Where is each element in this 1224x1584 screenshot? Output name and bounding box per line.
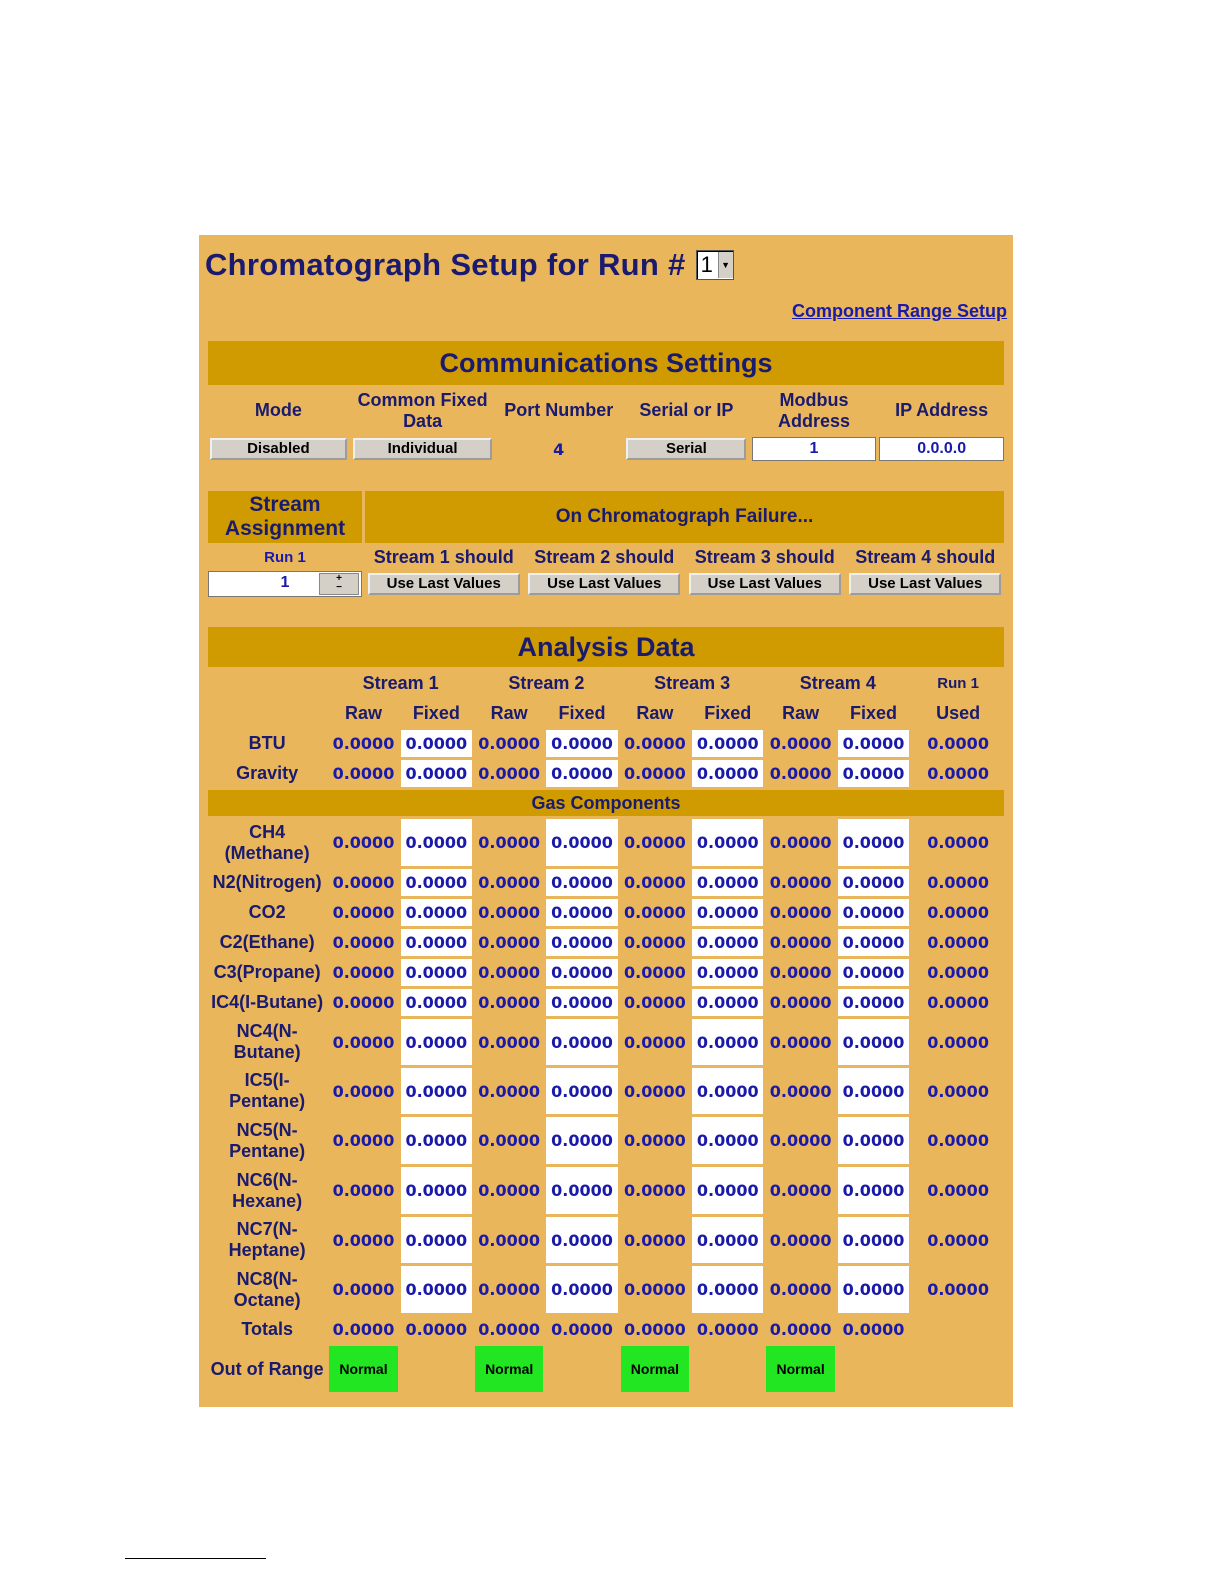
raw-value: 0.0000 [329, 929, 397, 956]
serial-or-ip-button[interactable]: Serial [626, 438, 746, 460]
raw-value: 0.0000 [766, 899, 834, 926]
range-status-badge: Normal [766, 1346, 834, 1392]
used-value: 0.0000 [912, 730, 1004, 757]
raw-value: 0.0000 [329, 1117, 397, 1164]
gas-components-heading: Gas Components [208, 790, 1004, 816]
raw-value: 0.0000 [621, 929, 689, 956]
total-value: 0.0000 [766, 1316, 834, 1343]
stream-2-should-label: Stream 2 should [526, 546, 684, 568]
fixed-value-input[interactable]: 0.0000 [546, 869, 617, 896]
comm-header-common-fixed: Common Fixed Data [352, 388, 494, 433]
used-value: 0.0000 [912, 869, 1004, 896]
fixed-value-input[interactable]: 0.0000 [692, 959, 763, 986]
raw-value: 0.0000 [621, 1217, 689, 1263]
component-label: IC5(I-Pentane) [208, 1068, 326, 1114]
stream-2-failure-button[interactable]: Use Last Values [528, 573, 680, 595]
raw-value: 0.0000 [475, 869, 543, 896]
fixed-value-input[interactable]: 0.0000 [692, 730, 763, 757]
table-row [208, 730, 1004, 757]
raw-value: 0.0000 [766, 1167, 834, 1214]
fixed-value-input[interactable]: 0.0000 [401, 959, 472, 986]
raw-value: 0.0000 [621, 760, 689, 787]
analysis-heading: Analysis Data [208, 627, 1004, 667]
raw-value: 0.0000 [475, 760, 543, 787]
raw-value: 0.0000 [766, 869, 834, 896]
fixed-value-input[interactable]: 0.0000 [838, 730, 909, 757]
raw-value: 0.0000 [329, 899, 397, 926]
raw-value: 0.0000 [475, 730, 543, 757]
fixed-value-input[interactable]: 0.0000 [692, 899, 763, 926]
fixed-column-header: Fixed [401, 700, 472, 727]
raw-value: 0.0000 [766, 1117, 834, 1164]
fixed-value-input[interactable]: 0.0000 [838, 760, 909, 787]
fixed-value-input[interactable]: 0.0000 [401, 1167, 472, 1214]
total-value: 0.0000 [401, 1316, 472, 1343]
run-select[interactable] [696, 250, 734, 280]
raw-value: 0.0000 [766, 959, 834, 986]
stepper-plus-minus-icon[interactable]: + − [319, 573, 359, 595]
table-row [208, 959, 1004, 986]
btu-label: BTU [208, 730, 326, 757]
fixed-column-header: Fixed [838, 700, 909, 727]
component-label: NC8(N-Octane) [208, 1266, 326, 1313]
fixed-value-input[interactable]: 0.0000 [546, 1117, 617, 1164]
table-row [208, 869, 1004, 896]
fixed-value-input[interactable]: 0.0000 [401, 899, 472, 926]
fixed-value-input[interactable]: 0.0000 [401, 1266, 472, 1313]
fixed-value-input[interactable]: 0.0000 [838, 1019, 909, 1065]
used-value: 0.0000 [912, 1266, 1004, 1313]
page-title: Chromatograph Setup for Run # [205, 247, 686, 282]
totals-label: Totals [208, 1316, 326, 1343]
port-number-value: 4 [496, 436, 621, 462]
used-value: 0.0000 [912, 1217, 1004, 1263]
raw-value: 0.0000 [475, 1167, 543, 1214]
fixed-value-input[interactable]: 0.0000 [692, 869, 763, 896]
used-value: 0.0000 [912, 1167, 1004, 1214]
raw-value: 0.0000 [766, 1217, 834, 1263]
table-row [208, 1167, 1004, 1214]
total-value: 0.0000 [475, 1316, 543, 1343]
raw-value: 0.0000 [621, 730, 689, 757]
run-1-label: Run 1 [208, 546, 362, 568]
comm-header-port: Port Number [496, 388, 621, 433]
fixed-value-input[interactable]: 0.0000 [838, 1167, 909, 1214]
table-row [208, 989, 1004, 1016]
raw-value: 0.0000 [621, 1266, 689, 1313]
raw-value: 0.0000 [475, 819, 543, 866]
total-value: 0.0000 [621, 1316, 689, 1343]
gravity-label: Gravity [208, 760, 326, 787]
fixed-column-header: Fixed [692, 700, 763, 727]
raw-value: 0.0000 [475, 989, 543, 1016]
fixed-value-input[interactable]: 0.0000 [401, 730, 472, 757]
stream-4-failure-button[interactable]: Use Last Values [849, 573, 1001, 595]
fixed-value-input[interactable]: 0.0000 [546, 1167, 617, 1214]
component-label: N2(Nitrogen) [208, 869, 326, 896]
raw-value: 0.0000 [475, 929, 543, 956]
run-select-value: 1 [700, 252, 713, 277]
total-value: 0.0000 [329, 1316, 397, 1343]
range-status-badge: Normal [329, 1346, 397, 1392]
raw-value: 0.0000 [621, 989, 689, 1016]
stream-3-failure-button[interactable]: Use Last Values [689, 573, 841, 595]
fixed-value-input[interactable]: 0.0000 [838, 819, 909, 866]
raw-column-header: Raw [475, 700, 543, 727]
fixed-value-input[interactable]: 0.0000 [838, 1068, 909, 1114]
raw-value: 0.0000 [329, 1068, 397, 1114]
raw-value: 0.0000 [329, 1167, 397, 1214]
raw-value: 0.0000 [475, 1217, 543, 1263]
raw-column-header: Raw [766, 700, 834, 727]
mode-button[interactable]: Disabled [210, 438, 347, 460]
raw-value: 0.0000 [621, 869, 689, 896]
table-row [208, 1019, 1004, 1065]
raw-value: 0.0000 [766, 1266, 834, 1313]
footnote-rule [125, 1558, 266, 1559]
used-value: 0.0000 [912, 819, 1004, 866]
used-value: 0.0000 [912, 989, 1004, 1016]
fixed-value-input[interactable]: 0.0000 [692, 929, 763, 956]
raw-value: 0.0000 [475, 899, 543, 926]
fixed-value-input[interactable]: 0.0000 [401, 819, 472, 866]
fixed-value-input[interactable]: 0.0000 [692, 1019, 763, 1065]
raw-value: 0.0000 [621, 819, 689, 866]
modbus-address-field[interactable]: 1 [752, 437, 877, 461]
fixed-value-input[interactable]: 0.0000 [546, 819, 617, 866]
fixed-value-input[interactable]: 0.0000 [838, 1117, 909, 1164]
component-label: C2(Ethane) [208, 929, 326, 956]
fixed-value-input[interactable]: 0.0000 [401, 1117, 472, 1164]
title-row [205, 245, 734, 285]
run-1-header: Run 1 [912, 670, 1004, 697]
raw-value: 0.0000 [329, 1217, 397, 1263]
fixed-value-input[interactable]: 0.0000 [546, 1217, 617, 1263]
component-label: NC7(N-Heptane) [208, 1217, 326, 1263]
total-value: 0.0000 [692, 1316, 763, 1343]
total-value: 0.0000 [838, 1316, 909, 1343]
component-label: IC4(I-Butane) [208, 989, 326, 1016]
raw-value: 0.0000 [766, 730, 834, 757]
raw-value: 0.0000 [329, 730, 397, 757]
raw-value: 0.0000 [329, 1266, 397, 1313]
stream-assignment-stepper[interactable] [208, 571, 362, 597]
stream-assignment-value: 1 [280, 574, 290, 591]
totals-row [208, 1316, 1004, 1343]
fixed-value-input[interactable]: 0.0000 [546, 1068, 617, 1114]
used-value: 0.0000 [912, 899, 1004, 926]
stream-3-header: Stream 3 [621, 670, 764, 697]
table-row [208, 1266, 1004, 1313]
range-status-badge: Normal [621, 1346, 689, 1392]
fixed-value-input[interactable]: 0.0000 [838, 989, 909, 1016]
raw-value: 0.0000 [621, 1167, 689, 1214]
analysis-data-table [205, 624, 1007, 1395]
common-fixed-data-button[interactable]: Individual [353, 438, 492, 460]
component-label: NC4(N-Butane) [208, 1019, 326, 1065]
raw-value: 0.0000 [475, 1019, 543, 1065]
raw-value: 0.0000 [329, 1019, 397, 1065]
out-of-range-row [208, 1346, 1004, 1392]
fixed-value-input[interactable]: 0.0000 [546, 929, 617, 956]
raw-value: 0.0000 [766, 1068, 834, 1114]
used-value: 0.0000 [912, 1068, 1004, 1114]
raw-value: 0.0000 [766, 760, 834, 787]
fixed-value-input[interactable]: 0.0000 [838, 869, 909, 896]
used-value: 0.0000 [912, 1019, 1004, 1065]
stream-2-header: Stream 2 [475, 670, 618, 697]
component-range-setup-link[interactable]: Component Range Setup [792, 301, 1007, 321]
fixed-value-input[interactable]: 0.0000 [546, 760, 617, 787]
component-label: C3(Propane) [208, 959, 326, 986]
table-row [208, 1068, 1004, 1114]
fixed-value-input[interactable]: 0.0000 [401, 1217, 472, 1263]
fixed-value-input[interactable]: 0.0000 [692, 1266, 763, 1313]
raw-value: 0.0000 [621, 959, 689, 986]
comm-header-serial-ip: Serial or IP [624, 388, 749, 433]
chromatograph-failure-heading: On Chromatograph Failure... [365, 491, 1004, 543]
chevron-down-icon[interactable]: ▼ [718, 252, 733, 278]
raw-value: 0.0000 [329, 959, 397, 986]
raw-value: 0.0000 [475, 959, 543, 986]
raw-value: 0.0000 [766, 819, 834, 866]
component-label: NC6(N-Hexane) [208, 1167, 326, 1214]
used-value: 0.0000 [912, 959, 1004, 986]
fixed-column-header: Fixed [546, 700, 617, 727]
fixed-value-input[interactable]: 0.0000 [692, 760, 763, 787]
fixed-value-input[interactable]: 0.0000 [692, 1117, 763, 1164]
chromatograph-setup-panel [199, 235, 1013, 1407]
fixed-value-input[interactable]: 0.0000 [401, 1068, 472, 1114]
fixed-value-input[interactable]: 0.0000 [401, 869, 472, 896]
stream-4-should-label: Stream 4 should [847, 546, 1005, 568]
fixed-value-input[interactable]: 0.0000 [401, 929, 472, 956]
fixed-value-input[interactable]: 0.0000 [546, 1266, 617, 1313]
raw-value: 0.0000 [475, 1266, 543, 1313]
fixed-value-input[interactable]: 0.0000 [692, 1068, 763, 1114]
fixed-value-input[interactable]: 0.0000 [401, 1019, 472, 1065]
communications-heading: Communications Settings [208, 341, 1004, 385]
fixed-value-input[interactable]: 0.0000 [692, 1217, 763, 1263]
stream-assignment-heading: Stream Assignment [208, 491, 362, 543]
raw-value: 0.0000 [621, 1117, 689, 1164]
fixed-value-input[interactable]: 0.0000 [546, 959, 617, 986]
raw-value: 0.0000 [329, 760, 397, 787]
fixed-value-input[interactable]: 0.0000 [546, 899, 617, 926]
raw-value: 0.0000 [766, 929, 834, 956]
stream-assignment-table [205, 488, 1007, 600]
fixed-value-input[interactable]: 0.0000 [692, 819, 763, 866]
used-value: 0.0000 [912, 1117, 1004, 1164]
used-value: 0.0000 [912, 760, 1004, 787]
fixed-value-input[interactable]: 0.0000 [401, 760, 472, 787]
fixed-value-input[interactable]: 0.0000 [838, 1266, 909, 1313]
fixed-value-input[interactable]: 0.0000 [838, 899, 909, 926]
raw-value: 0.0000 [621, 899, 689, 926]
fixed-value-input[interactable]: 0.0000 [692, 1167, 763, 1214]
raw-value: 0.0000 [621, 1068, 689, 1114]
table-row [208, 929, 1004, 956]
stream-3-should-label: Stream 3 should [686, 546, 844, 568]
used-column-header: Used [912, 700, 1004, 727]
fixed-value-input[interactable]: 0.0000 [546, 989, 617, 1016]
raw-value: 0.0000 [766, 1019, 834, 1065]
raw-value: 0.0000 [329, 819, 397, 866]
ip-address-field[interactable]: 0.0.0.0 [879, 437, 1004, 461]
comm-header-mode: Mode [208, 388, 349, 433]
component-label: CO2 [208, 899, 326, 926]
table-row [208, 760, 1004, 787]
comm-header-modbus: Modbus Address [752, 388, 877, 433]
range-status-badge: Normal [475, 1346, 543, 1392]
raw-value: 0.0000 [766, 989, 834, 1016]
stream-1-should-label: Stream 1 should [365, 546, 523, 568]
raw-column-header: Raw [621, 700, 689, 727]
fixed-value-input[interactable]: 0.0000 [838, 959, 909, 986]
raw-value: 0.0000 [475, 1117, 543, 1164]
table-row [208, 819, 1004, 866]
raw-column-header: Raw [329, 700, 397, 727]
component-label: NC5(N-Pentane) [208, 1117, 326, 1164]
total-value: 0.0000 [546, 1316, 617, 1343]
raw-value: 0.0000 [329, 989, 397, 1016]
table-row [208, 1117, 1004, 1164]
raw-value: 0.0000 [475, 1068, 543, 1114]
comm-header-ip: IP Address [879, 388, 1004, 433]
out-of-range-label: Out of Range [208, 1346, 326, 1392]
raw-value: 0.0000 [621, 1019, 689, 1065]
fixed-value-input[interactable]: 0.0000 [401, 989, 472, 1016]
used-value: 0.0000 [912, 929, 1004, 956]
fixed-value-input[interactable]: 0.0000 [838, 929, 909, 956]
communications-table [205, 338, 1007, 465]
fixed-value-input[interactable]: 0.0000 [692, 989, 763, 1016]
table-row [208, 1217, 1004, 1263]
stream-4-header: Stream 4 [766, 670, 909, 697]
component-label: CH4 (Methane) [208, 819, 326, 866]
stream-1-header: Stream 1 [329, 670, 472, 697]
fixed-value-input[interactable]: 0.0000 [546, 1019, 617, 1065]
raw-value: 0.0000 [329, 869, 397, 896]
table-row [208, 899, 1004, 926]
fixed-value-input[interactable]: 0.0000 [838, 1217, 909, 1263]
stream-1-failure-button[interactable]: Use Last Values [368, 573, 520, 595]
fixed-value-input[interactable]: 0.0000 [546, 730, 617, 757]
